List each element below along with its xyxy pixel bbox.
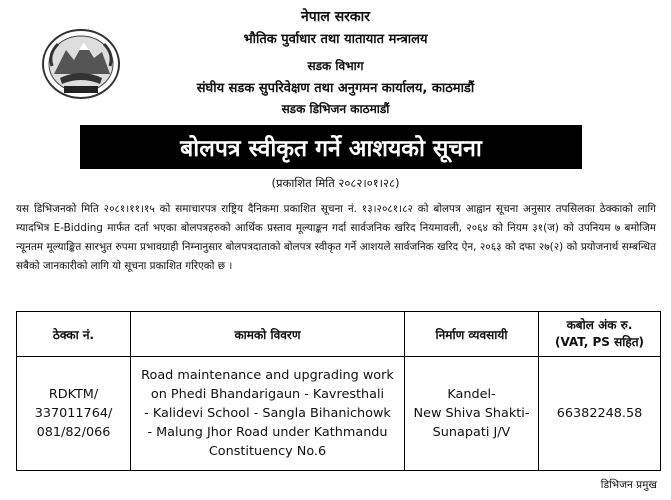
table-row <box>17 357 661 471</box>
cell-amount: 66382248.58 <box>539 357 661 471</box>
contract-no-line: RDKTM/ <box>48 387 99 402</box>
government-name: नेपाल सरकार <box>300 9 370 25</box>
division-name: सडक डिभिजन काठमाडौं <box>281 102 390 116</box>
header-amount <box>539 312 661 357</box>
notice-title: बोलपत्र स्वीकृत गर्ने आशयको सूचना <box>80 125 582 169</box>
description-line: Constituency No.6 <box>208 444 327 459</box>
description-line: on Phedi Bhandarigaun - Kavresthali <box>150 387 385 402</box>
description-line: Road maintenance and upgrading work <box>141 368 394 383</box>
ministry-name: भौतिक पुर्वाधार तथा यातायात मन्त्रालय <box>243 32 428 47</box>
award-table <box>16 311 661 471</box>
signature-label: डिभिजन प्रमुख <box>600 479 657 491</box>
notice-body: यस डिभिजनको मिति २०८१।११।१५ को समाचारपत्र राष्ट्रिय दैनिकमा प्रकाशित सूचना नं. १३।२०८१।८२ को बोलपत्र आह्वान सूचना अनुसार तपसिलका ठेक्काको लागि म्यादभित्र E-Bidding मार्फत दर्ता भएका बोलपत्रहरुको आर्थिक प्रस्ताव मूल्याङ्कन गर्दा सार्वजनिक खरिद नियमावली, २०६४ को नियम ३१(ज) को उपनियम ७ बमोजिम न्यूनतम मूल्याङ्कित सारभुत रुपमा प्रभावग्राही निम्नानुसार बोलपत्रदाताको बोलपत्र स्वीकृत गर्ने आशयले सार्वजनिक खरिद ऐन, २०६३ को दफा २७(२) को प्रयोजनार्थ सम्बन्धित सबैको जानकारीको लागि यो सूचना प्रकाशित गरिएको छ । <box>16 203 656 272</box>
office-name: संघीय सडक सुपरिवेक्षण तथा अनुगमन कार्यालय, काठमाडौं <box>196 81 475 96</box>
published-date: (प्रकाशित मिति २०८२।०१।२८) <box>271 176 400 190</box>
department-name: सडक विभाग <box>307 59 364 73</box>
cell-description <box>131 357 405 471</box>
contractor-line: Sunapati J/V <box>432 425 511 440</box>
description-line: - Kalidevi School - Sangla Bihanichowk <box>144 406 391 421</box>
description-line: - Malung Jhor Road under Kathmandu <box>147 425 388 440</box>
cell-contract-no <box>17 357 131 471</box>
header-contract-no: ठेक्का नं. <box>17 312 131 357</box>
header-contractor: निर्माण व्यवसायी <box>405 312 539 357</box>
header-description: कामको विवरण <box>131 312 405 357</box>
cell-contractor <box>405 357 539 471</box>
header-amount-label: कबोल अंक रु. <box>566 318 633 332</box>
header-amount-note: (VAT, PS सहित) <box>554 335 645 349</box>
contract-no-line: 081/82/066 <box>36 425 111 440</box>
table-header-row <box>17 312 661 357</box>
contract-no-line: 337011764/ <box>34 406 113 421</box>
contractor-line: Kandel- <box>447 387 496 402</box>
contractor-line: New Shiva Shakti- <box>413 406 530 421</box>
